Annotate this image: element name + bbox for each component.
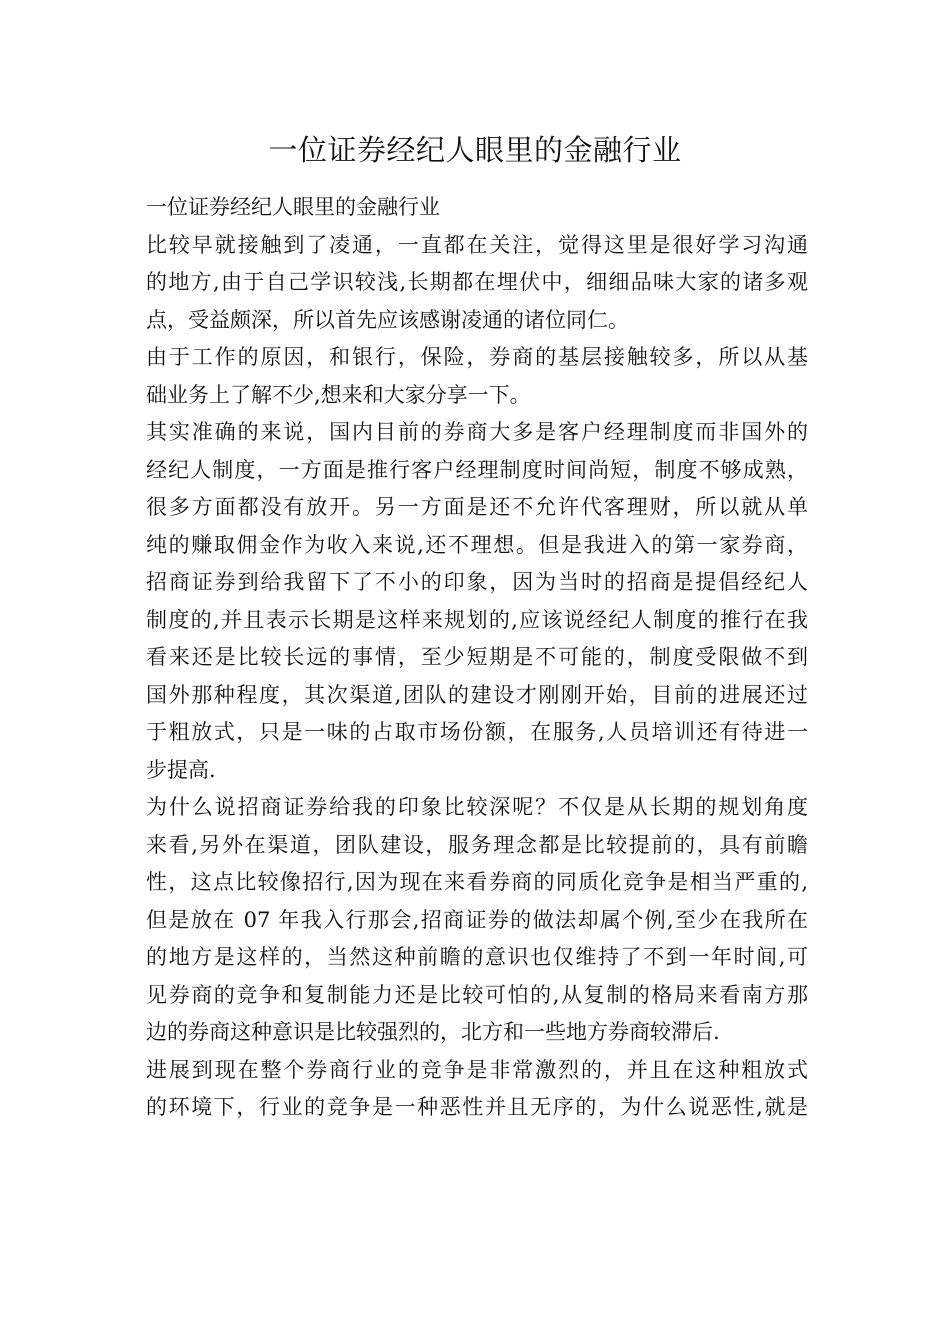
text-line: 招商证券到给我留下了不小的印象，因为当时的招商是提倡经纪人 xyxy=(146,570,808,594)
paragraph-broker-system xyxy=(146,414,808,789)
paragraph-work-reason xyxy=(146,339,808,414)
text-line: 其实准确的来说，国内目前的券商大多是客户经理制度而非国外的 xyxy=(146,420,808,444)
text-line: 为什么说招商证券给我的印象比较深呢？不仅是从长期的规划角度 xyxy=(146,795,808,819)
text-line: 础业务上了解不少,想来和大家分享一下。 xyxy=(146,382,531,407)
text-line: 经纪人制度，一方面是推行客户经理制度时间尚短，制度不够成熟， xyxy=(146,457,808,482)
text-line: 于粗放式，只是一味的占取市场份额，在服务,人员培训还有待进一 xyxy=(146,720,808,744)
paragraph-subtitle xyxy=(146,189,808,227)
text-line: 的地方是这样的，当然这种前瞻的意识也仅维持了不到一年时间,可 xyxy=(146,945,808,969)
paragraph-intro xyxy=(146,227,808,340)
text-line: 纯的赚取佣金作为收入来说,还不理想。但是我进入的第一家券商， xyxy=(146,532,808,557)
document-body xyxy=(146,189,808,1127)
text-line: 点，受益颇深，所以首先应该感谢凌通的诸位同仁。 xyxy=(146,307,629,332)
text-line: 边的券商这种意识是比较强烈的，北方和一些地方券商较滞后. xyxy=(146,1020,720,1044)
text-line: 比较早就接触到了凌通，一直都在关注，觉得这里是很好学习沟通 xyxy=(146,232,808,257)
text-line: 但是放在 07 年我入行那会,招商证券的做法却属个例,至少在我所在 xyxy=(146,907,808,932)
text-line: 的地方,由于自己学识较浅,长期都在埋伏中，细细品味大家的诸多观 xyxy=(146,270,808,294)
paragraph-impression xyxy=(146,789,808,1052)
text-line: 国外那种程度，其次渠道,团队的建设才刚刚开始，目前的进展还过 xyxy=(146,682,808,707)
text-line: 看来还是比较长远的事情，至少短期是不可能的，制度受限做不到 xyxy=(146,645,808,669)
text-line: 的环境下，行业的竞争是一种恶性并且无序的，为什么说恶性,就是 xyxy=(146,1095,808,1119)
text-line: 见券商的竞争和复制能力还是比较可怕的,从复制的格局来看南方那 xyxy=(146,982,808,1007)
document-title: 一位证券经纪人眼里的金融行业 xyxy=(268,133,682,167)
text-line: 来看,另外在渠道，团队建设，服务理念都是比较提前的，具有前瞻 xyxy=(146,832,808,857)
text-line: 一位证券经纪人眼里的金融行业 xyxy=(146,195,440,219)
text-line: 进展到现在整个券商行业的竞争是非常激烈的，并且在这种粗放式 xyxy=(146,1057,808,1082)
text-line: 步提高. xyxy=(146,757,216,782)
text-line: 制度的,并且表示长期是这样来规划的,应该说经纪人制度的推行在我 xyxy=(146,607,808,632)
paragraph-competition xyxy=(146,1052,808,1127)
text-line: 性，这点比较像招行,因为现在来看券商的同质化竞争是相当严重的, xyxy=(146,870,808,894)
text-line: 很多方面都没有放开。另一方面是还不允许代客理财，所以就从单 xyxy=(146,495,808,519)
text-line: 由于工作的原因，和银行，保险，券商的基层接触较多，所以从基 xyxy=(146,345,808,369)
